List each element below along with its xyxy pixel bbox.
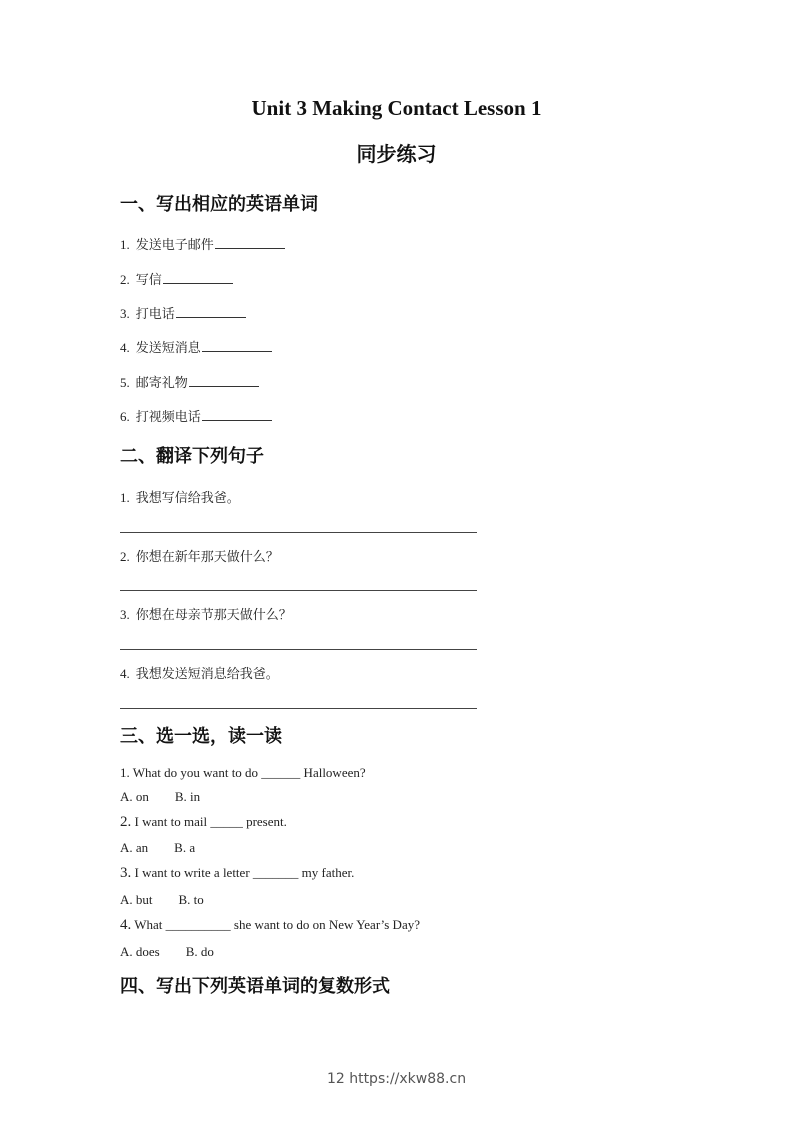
document-title-chinese: 同步练习 <box>356 142 437 166</box>
question <box>120 765 366 781</box>
answer-line[interactable] <box>120 708 477 709</box>
question-number: 2. <box>120 814 132 830</box>
question-options <box>120 944 214 960</box>
section-1-item <box>120 337 272 356</box>
item-number: 1. <box>120 237 130 252</box>
option-b[interactable]: B. to <box>178 892 204 907</box>
item-number: 5. <box>120 375 130 390</box>
option-a[interactable]: A. an <box>120 840 149 855</box>
section-4-heading: 四、写出下列英语单词的复数形式 <box>120 976 390 997</box>
answer-blank[interactable] <box>202 408 272 421</box>
section-1-heading: 一、写出相应的英语单词 <box>120 194 318 215</box>
question-text: What do you want to do ______ Halloween? <box>132 765 366 780</box>
option-b[interactable]: B. in <box>174 789 201 804</box>
question-text: I want to write a letter _______ my father. <box>134 865 355 880</box>
question <box>120 814 287 831</box>
section-1-item <box>120 303 246 322</box>
item-text: 我想写信给我爸。 <box>135 491 240 506</box>
item-number: 6. <box>120 409 130 424</box>
question-options <box>120 840 195 856</box>
item-text: 打电话 <box>135 307 175 322</box>
question-options <box>120 789 200 805</box>
item-text: 邮寄礼物 <box>135 376 188 391</box>
answer-blank[interactable] <box>176 305 246 318</box>
item-number: 1. <box>120 490 130 505</box>
section-3-heading: 三、选一选，读一读 <box>120 726 282 747</box>
item-number: 3. <box>120 306 130 321</box>
answer-blank[interactable] <box>189 374 259 387</box>
item-number: 4. <box>120 340 130 355</box>
option-a[interactable]: A. on <box>120 789 149 804</box>
question-number: 4. <box>120 917 132 933</box>
item-text: 我想发送短消息给我爸。 <box>135 667 279 682</box>
answer-blank[interactable] <box>163 271 233 284</box>
section-2-heading: 二、翻译下列句子 <box>120 446 264 467</box>
section-1-item <box>120 234 285 253</box>
answer-line[interactable] <box>120 649 477 650</box>
item-number: 3. <box>120 607 130 622</box>
item-text: 发送短消息 <box>135 341 201 356</box>
question-number: 3. <box>120 865 132 881</box>
section-1-item <box>120 372 259 391</box>
answer-blank[interactable] <box>202 339 272 352</box>
item-number: 4. <box>120 666 130 681</box>
item-number: 2. <box>120 549 130 564</box>
section-2-item <box>120 604 292 623</box>
section-2-item <box>120 663 279 682</box>
option-a[interactable]: A. but <box>120 892 153 907</box>
document-title-english: Unit 3 Making Contact Lesson 1 <box>251 96 542 120</box>
item-text: 打视频电话 <box>135 410 201 425</box>
option-b[interactable]: B. a <box>174 840 196 855</box>
question-options <box>120 892 204 908</box>
item-text: 发送电子邮件 <box>135 238 214 253</box>
option-a[interactable]: A. does <box>120 944 160 959</box>
item-text: 你想在母亲节那天做什么？ <box>135 608 292 623</box>
page-footer: 12 https://xkw88.cn <box>326 1071 467 1087</box>
section-2-item <box>120 487 240 506</box>
answer-line[interactable] <box>120 532 477 533</box>
item-text: 你想在新年那天做什么？ <box>135 550 279 565</box>
answer-line[interactable] <box>120 590 477 591</box>
question <box>120 917 420 934</box>
question-text: I want to mail _____ present. <box>134 814 287 829</box>
answer-blank[interactable] <box>215 236 285 249</box>
question <box>120 865 354 882</box>
section-1-item <box>120 406 272 425</box>
option-b[interactable]: B. do <box>185 944 214 959</box>
question-text: What __________ she want to do on New Year’s Day? <box>134 917 420 932</box>
section-1-item <box>120 269 233 288</box>
question-number: 1. <box>120 765 130 780</box>
section-2-item <box>120 546 279 565</box>
item-number: 2. <box>120 272 130 287</box>
item-text: 写信 <box>135 273 162 288</box>
